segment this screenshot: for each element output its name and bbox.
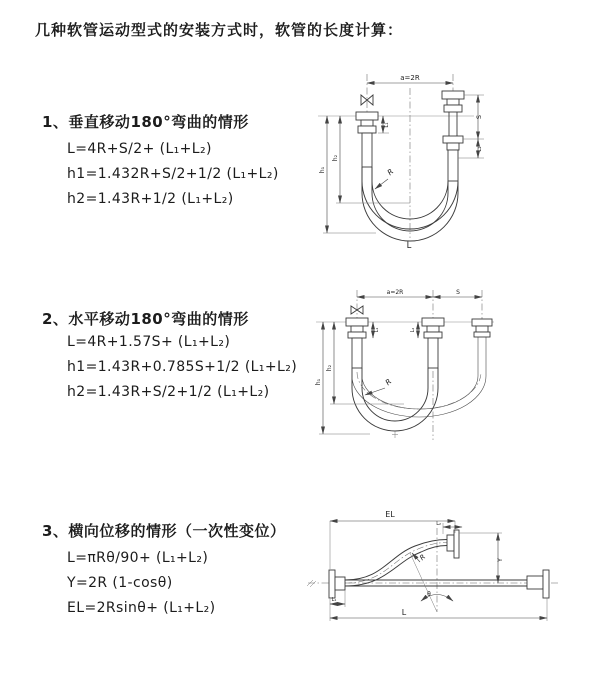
- dim-label-h1: h₁: [315, 378, 322, 386]
- section-1-formula-h1: h1=1.432R+S/2+1/2 (L₁+L₂): [67, 166, 279, 182]
- length-label: L: [401, 608, 407, 617]
- dim-label-s: S: [475, 114, 483, 120]
- flange-left: [329, 570, 345, 598]
- dim-label-l2: L₂: [477, 146, 483, 152]
- section-1-formula-h2: h2=1.43R+1/2 (L₁+L₂): [67, 191, 234, 207]
- dim-label-y: Y: [496, 558, 504, 562]
- radius-label: R: [383, 376, 394, 388]
- braided-hose-section: [428, 338, 438, 368]
- diagram-vertical-180-bend: [312, 66, 592, 266]
- braided-hose-section: [362, 133, 372, 167]
- dim-label-a2r: a=2R: [400, 74, 420, 82]
- pipe-fitting-left: [346, 318, 368, 368]
- hose-s-curve: [345, 540, 447, 587]
- section-1-heading: 1、垂直移动180°弯曲的情形: [42, 113, 249, 131]
- dim-label-l1: L₁: [384, 122, 390, 128]
- section-2-heading: 2、水平移动180°弯曲的情形: [42, 310, 249, 328]
- radius-label: R: [418, 552, 428, 563]
- braided-hose-section: [352, 338, 362, 368]
- diagram-lateral-displacement: [296, 496, 596, 648]
- pipe-fitting-right: [442, 91, 464, 181]
- dim-label-h2: h₂: [326, 364, 333, 372]
- radius-label: R: [385, 166, 396, 178]
- flange-right: [527, 570, 549, 598]
- dim-label-l2: L₂: [410, 327, 416, 333]
- section-3-heading: 3、横向位移的情形（一次性变位）: [42, 522, 286, 540]
- section-3-formula-EL: EL=2Rsinθ+ (L₁+L₂): [67, 600, 216, 616]
- diagram-horizontal-180-bend: [308, 282, 593, 466]
- break-mark: [307, 580, 316, 587]
- angle-theta-label: θ: [427, 591, 431, 598]
- dim-label-el: EL: [385, 510, 395, 519]
- length-label: L: [406, 241, 412, 251]
- dim-label-h1: h₁: [319, 166, 326, 174]
- dim-label-a2r: a=2R: [386, 289, 404, 296]
- pipe-fitting-middle: [422, 318, 444, 368]
- dim-label-l1: L₁: [331, 597, 337, 603]
- flange-top-right: [447, 530, 459, 558]
- pipe-fitting-left: [356, 112, 378, 167]
- section-3-formula-Y: Y=2R (1-cosθ): [67, 575, 173, 591]
- section-1-formula-L: L=4R+S/2+ (L₁+L₂): [67, 141, 212, 157]
- section-2-formula-L: L=4R+1.57S+ (L₁+L₂): [67, 334, 231, 350]
- section-2-formula-h1: h1=1.43R+0.785S+1/2 (L₁+L₂): [67, 359, 298, 375]
- dim-label-s: S: [456, 289, 460, 296]
- dim-label-l2: L₂: [436, 521, 441, 527]
- angle-construction: [410, 553, 453, 612]
- braided-hose-section: [448, 150, 458, 181]
- section-2-formula-h2: h2=1.43R+S/2+1/2 (L₁+L₂): [67, 384, 270, 400]
- dimension-lines: [319, 297, 482, 438]
- pipe-fitting-right-shifted: [472, 319, 492, 337]
- hose-u-bend: [352, 368, 438, 431]
- hose-u-bend-shifted: [352, 337, 486, 417]
- dim-label-l1: L₁: [374, 327, 380, 333]
- section-3-formula-L: L=πRθ/90+ (L₁+L₂): [67, 550, 209, 566]
- page-title: 几种软管运动型式的安装方式时，软管的长度计算：: [35, 21, 404, 39]
- dim-label-h2: h₂: [332, 154, 339, 162]
- dimension-lines: [330, 521, 547, 621]
